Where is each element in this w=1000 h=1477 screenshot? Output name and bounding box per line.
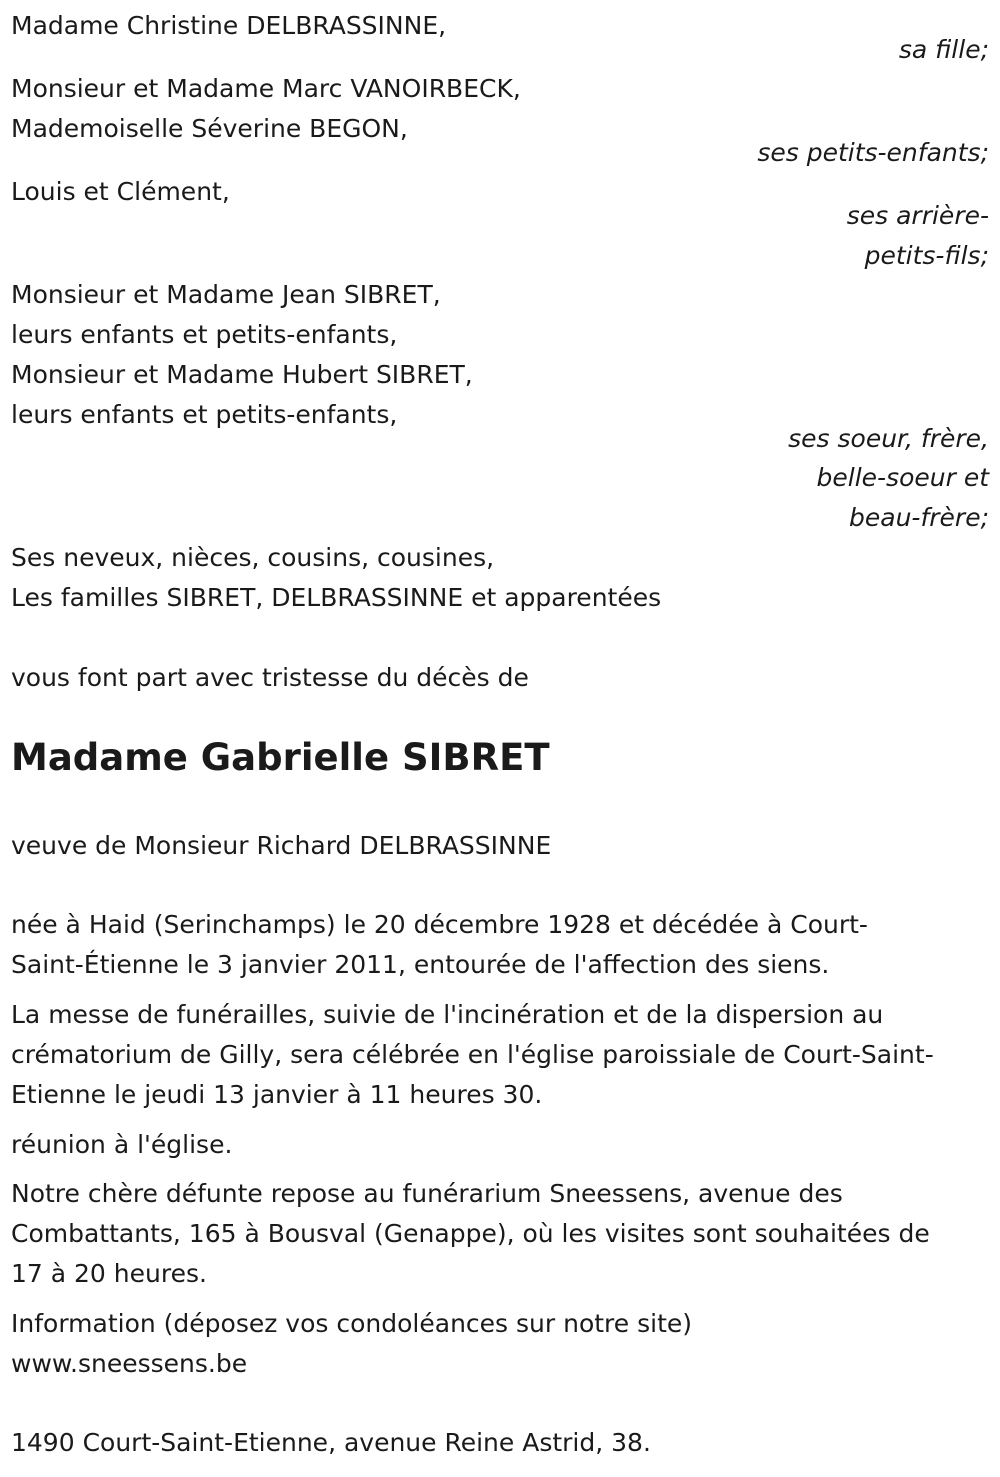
daughter-role: sa fille; — [898, 35, 989, 64]
obituary-notice — [11, 0, 989, 1477]
siblings-role-1: ses soeur, frère, — [788, 424, 989, 453]
sibling-line-2: leurs enfants et petits-enfants, — [11, 320, 398, 349]
rest-line-1: Notre chère défunte repose au funérarium Sneessens, avenue des — [11, 1179, 843, 1208]
daughter-line: Madame Christine DELBRASSINNE, — [11, 11, 447, 40]
grandchild-line-1: Monsieur et Madame Marc VANOIRBECK, — [11, 74, 521, 103]
info-line: Information (déposez vos condoléances sur notre site) — [11, 1309, 693, 1338]
address-line: 1490 Court-Saint-Etienne, avenue Reine Astrid, 38. — [11, 1428, 651, 1457]
deceased-name: Madame Gabrielle SIBRET — [11, 736, 550, 779]
meeting-line: réunion à l'église. — [11, 1130, 233, 1159]
relatives-line-1: Ses neveux, nièces, cousins, cousines, — [11, 543, 495, 572]
sibling-line-3: Monsieur et Madame Hubert SIBRET, — [11, 360, 473, 389]
website-link: www.sneessens.be — [11, 1349, 248, 1378]
relatives-line-2: Les familles SIBRET, DELBRASSINNE et apparentées — [11, 583, 662, 612]
birth-death-line-1: née à Haid (Serinchamps) le 20 décembre 1928 et décédée à Court- — [11, 910, 868, 939]
funeral-line-2: crématorium de Gilly, sera célébrée en l'église paroissiale de Court-Saint- — [11, 1040, 934, 1069]
rest-line-3: 17 à 20 heures. — [11, 1259, 207, 1288]
grandchild-line-2: Mademoiselle Séverine BEGON, — [11, 114, 408, 143]
sibling-line-1: Monsieur et Madame Jean SIBRET, — [11, 280, 441, 309]
funeral-line-1: La messe de funérailles, suivie de l'incinération et de la dispersion au — [11, 1000, 884, 1029]
intro-line: vous font part avec tristesse du décès de — [11, 663, 529, 692]
widow-of-line: veuve de Monsieur Richard DELBRASSINNE — [11, 831, 552, 860]
great-grandchildren-role-1: ses arrière- — [846, 201, 989, 230]
birth-death-line-2: Saint-Étienne le 3 janvier 2011, entourée de l'affection des siens. — [11, 950, 830, 979]
great-grandchildren-line: Louis et Clément, — [11, 177, 230, 206]
rest-line-2: Combattants, 165 à Bousval (Genappe), où les visites sont souhaitées de — [11, 1219, 930, 1248]
siblings-role-2: belle-soeur et — [816, 463, 989, 492]
siblings-role-3: beau-frère; — [849, 503, 989, 532]
funeral-line-3: Etienne le jeudi 13 janvier à 11 heures 30. — [11, 1080, 543, 1109]
sibling-line-4: leurs enfants et petits-enfants, — [11, 400, 398, 429]
grandchildren-role: ses petits-enfants; — [757, 138, 989, 167]
great-grandchildren-role-2: petits-fils; — [864, 241, 989, 270]
